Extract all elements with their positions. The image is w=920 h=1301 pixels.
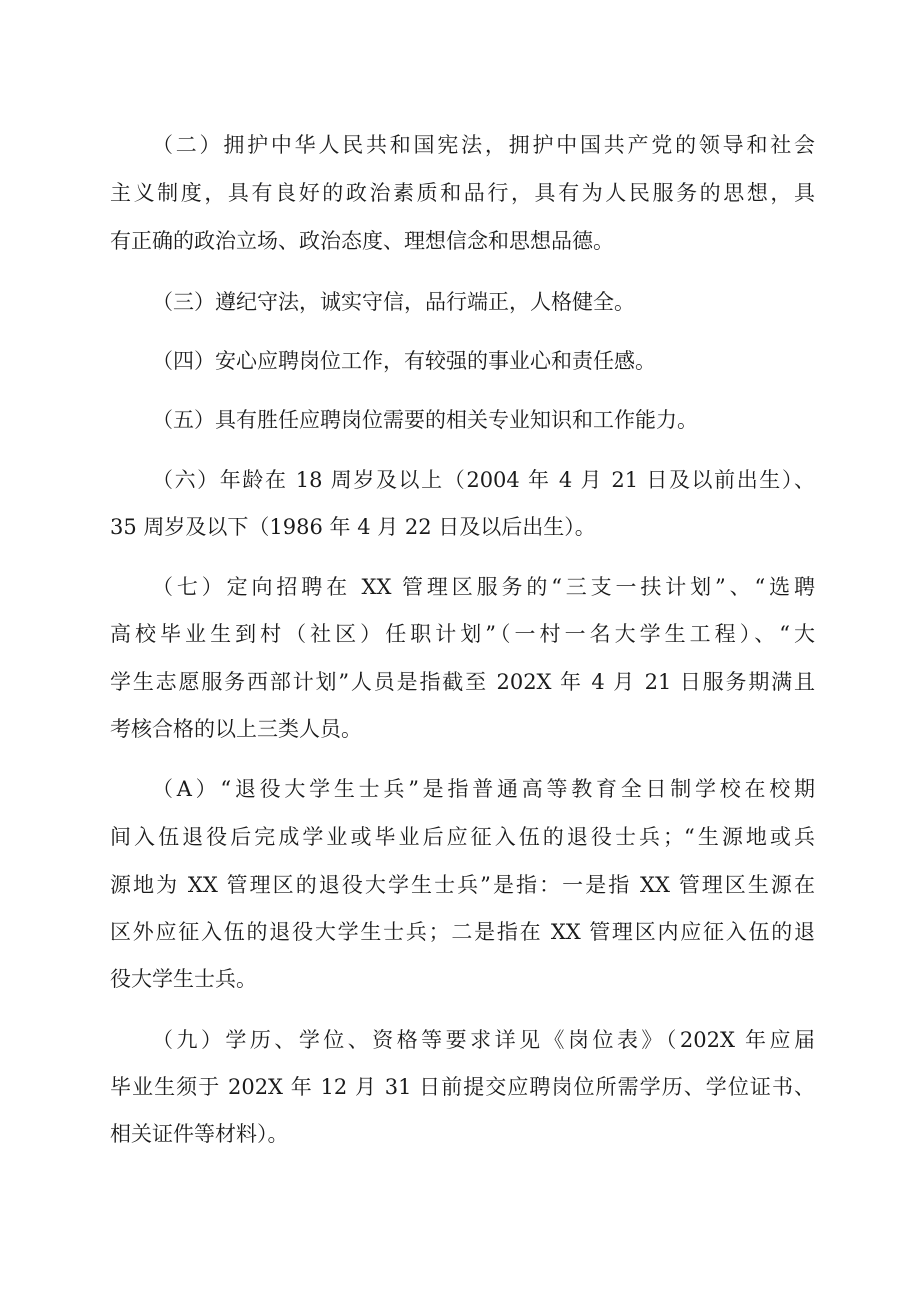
paragraph-8-line-5: 役大学生士兵。 — [110, 967, 257, 991]
paragraph-5-line-1: （五）具有胜任应聘岗位需要的相关专业知识和工作能力。 — [152, 408, 698, 432]
paragraph-8-line-4: 区外应征入伍的退役大学生士兵；二是指在 XX 管理区内应征入伍的退 — [110, 920, 815, 944]
paragraph-6-line-1: （六）年龄在 18 周岁及以上（2004 年 4 月 21 日及以前出生）、 — [152, 468, 815, 492]
paragraph-3-line-1: （三）遵纪守法，诚实守信，品行端正，人格健全。 — [152, 290, 635, 314]
paragraph-7-line-3: 学生志愿服务西部计划”人员是指截至 202X 年 4 月 21 日服务期满且 — [110, 670, 815, 694]
paragraph-2-line-3: 有正确的政治立场、政治态度、理想信念和思想品德。 — [110, 229, 614, 253]
paragraph-9-line-2: 毕业生须于 202X 年 12 月 31 日前提交应聘岗位所需学历、学位证书、 — [110, 1075, 815, 1099]
paragraph-4-line-1: （四）安心应聘岗位工作，有较强的事业心和责任感。 — [152, 349, 656, 373]
paragraph-7-line-4: 考核合格的以上三类人员。 — [110, 717, 362, 741]
paragraph-7-line-2: 高校毕业生到村（社区）任职计划”（一村一名大学生工程）、“大 — [110, 622, 815, 646]
paragraph-8-line-2: 间入伍退役后完成学业或毕业后应征入伍的退役士兵；“生源地或兵 — [110, 825, 815, 849]
paragraph-9-line-1: （九）学历、学位、资格等要求详见《岗位表》（202X 年应届 — [152, 1028, 815, 1052]
paragraph-2-line-2: 主义制度，具有良好的政治素质和品行，具有为人民服务的思想，具 — [110, 181, 815, 205]
paragraph-8-line-1: （A）“退役大学生士兵”是指普通高等教育全日制学校在校期 — [152, 777, 815, 801]
paragraph-9-line-3: 相关证件等材料）。 — [110, 1122, 289, 1146]
paragraph-2-line-1: （二）拥护中华人民共和国宪法，拥护中国共产党的领导和社会 — [152, 133, 815, 157]
paragraph-6-line-2: 35 周岁及以下（1986 年 4 月 22 日及以后出生）。 — [110, 515, 596, 539]
paragraph-7-line-1: （七）定向招聘在 XX 管理区服务的“三支一扶计划”、“选聘 — [152, 575, 815, 599]
paragraph-8-line-3: 源地为 XX 管理区的退役大学生士兵”是指：一是指 XX 管理区生源在 — [110, 873, 815, 897]
